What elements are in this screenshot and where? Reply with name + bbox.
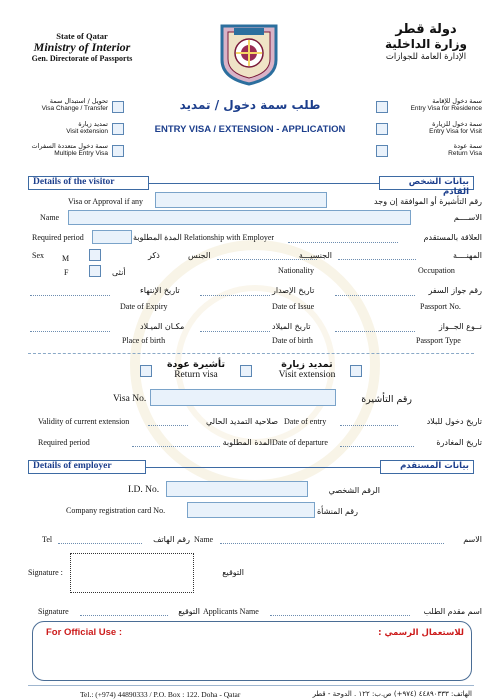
departure-field[interactable] — [340, 446, 414, 447]
header-state-en: State of Qatar — [56, 31, 108, 41]
visa-approval-label-ar: رقم التأشيرة أو الموافقة إن وجد — [374, 197, 482, 206]
tel-label-en: Tel — [42, 535, 53, 544]
pob-field[interactable] — [30, 331, 110, 332]
visa-type-right-2 — [392, 142, 482, 158]
form-title-en: ENTRY VISA / EXTENSION - APPLICATION — [154, 124, 346, 135]
checkbox-visit-ext-2[interactable] — [350, 365, 362, 377]
section-employer-en-text: Details of employer — [33, 461, 112, 471]
checkbox-female[interactable] — [89, 265, 101, 277]
checkbox-return-visa-ext[interactable] — [140, 365, 152, 377]
issue-field[interactable] — [200, 295, 270, 296]
checkbox-entry-residence[interactable] — [376, 101, 388, 113]
checkbox-male[interactable] — [89, 249, 101, 261]
visa-type-left-1-ar: تمديد زيارة — [78, 120, 108, 128]
emp-name-label-ar: الاسم — [463, 535, 482, 544]
visa-type-right-0-ar: سمة دخول للإقامة — [432, 97, 482, 105]
validity-label-ar: صلاحية التمديد الحالي — [206, 417, 278, 426]
occupation-label-en: Occupation — [418, 266, 455, 275]
visa-type-left-0 — [22, 97, 108, 113]
validity-field[interactable] — [148, 425, 188, 426]
visa-type-right-0-en: Entry Visa for Residence — [410, 105, 482, 112]
visit-extension-option — [268, 359, 346, 381]
id-label-en: I.D. No. — [128, 485, 160, 495]
sex-f-label: F — [64, 268, 69, 277]
visa-type-right-0 — [392, 97, 482, 113]
visa-type-right-1-en: Entry Visa for Visit — [429, 128, 482, 135]
sex-m-label: M — [62, 254, 70, 263]
passport-no-field[interactable] — [335, 295, 415, 296]
departure-label-ar: تاريخ المغادرة — [436, 438, 482, 447]
id-label-ar: الرقم الشخصي — [328, 486, 380, 495]
pob-label-ar: مكـان الميـلاد — [140, 322, 185, 331]
checkbox-visit-extension[interactable] — [112, 123, 124, 135]
visa-type-left-1-en: Visit extension — [66, 128, 108, 135]
section-employer-en — [28, 460, 146, 474]
checkbox-visit-ext[interactable] — [240, 365, 252, 377]
visa-type-right-2-en: Return Visa — [448, 150, 482, 157]
visa-type-left-2 — [22, 142, 108, 158]
name-label-ar: الاســــم — [453, 213, 482, 222]
tel-field[interactable] — [58, 543, 142, 544]
checkbox-visa-change[interactable] — [112, 101, 124, 113]
return-visa-option — [160, 359, 232, 381]
emp-signature-box[interactable] — [70, 553, 194, 593]
req-period-label-en: Required period — [38, 438, 90, 447]
visa-type-left-0-ar: تحويل / استبدال سمة — [49, 97, 108, 105]
validity-label-en: Validity of current extension — [38, 417, 130, 426]
expiry-label-en: Date of Expiry — [120, 302, 168, 311]
applicants-field[interactable] — [270, 615, 410, 616]
company-label-en: Company registration card No. — [66, 506, 166, 515]
passport-no-label-ar: رقم جواز السفر — [428, 286, 482, 295]
emp-signature-label-en: Signature : — [28, 568, 63, 577]
female-label-ar: أنثى — [112, 268, 126, 277]
visa-type-left-1 — [22, 120, 108, 136]
visit-extension-en: Visit extension — [278, 370, 336, 380]
visa-no-label-en: Visa No. — [113, 394, 147, 404]
tel-label-ar: رقم الهاتف — [153, 535, 190, 544]
form-title-ar: طلب سمة دخول / تمديد — [179, 98, 321, 112]
official-use-ar: للاستعمال الرسمي : — [378, 628, 464, 638]
official-use-en: For Official Use : — [46, 627, 123, 638]
passport-type-field[interactable] — [335, 331, 415, 332]
passport-type-label-en: Passport Type — [416, 336, 461, 345]
section-visitor-en-text: Details of the visitor — [33, 177, 115, 187]
expiry-field[interactable] — [30, 295, 110, 296]
name-label-en: Name — [40, 213, 60, 222]
return-visa-en: Return visa — [174, 370, 218, 380]
passport-no-label-en: Passport No. — [420, 302, 461, 311]
section-employer-ar-text: بيانات المستقدم — [400, 461, 469, 471]
nationality-label-ar: الجنسيـــة — [298, 251, 332, 260]
visa-approval-input[interactable] — [155, 192, 327, 208]
section-visitor-ar-text: بيانات الشخص القادم — [408, 177, 469, 197]
dob-field[interactable] — [200, 331, 270, 332]
entry-label-ar: تاريخ دخول للبلاد — [426, 417, 482, 426]
visa-type-left-2-en: Multiple Entry Visa — [54, 150, 108, 157]
dob-label-en: Date of birth — [272, 336, 313, 345]
visa-type-left-0-en: Visa Change / Transfer — [41, 105, 108, 112]
issue-label-ar: تاريخ الإصدار — [272, 286, 315, 295]
header-state-ar: دولة قطر — [395, 22, 457, 37]
occupation-label-ar: المهنــــة — [452, 251, 482, 260]
company-label-ar: رقم المنشأة — [316, 507, 358, 516]
visa-no-label-ar: رقم التأشيرة — [361, 394, 412, 405]
visit-extension-ar: تمديد زيارة — [281, 359, 333, 370]
signature-label-ar: التوقيع — [178, 607, 200, 616]
return-visa-ar: تأشيرة عودة — [166, 359, 226, 370]
section-employer-rule — [146, 467, 380, 468]
visa-type-right-1-ar: سمة دخول للزيارة — [432, 120, 482, 128]
applicants-label-ar: اسم مقدم الطلب — [423, 607, 482, 616]
male-label-ar: ذكر — [148, 251, 160, 260]
visa-type-right-2-ar: سمة عودة — [453, 142, 482, 150]
departure-label-en: Date of departure — [272, 438, 328, 447]
visa-type-left-2-ar: سمة دخول متعددة السفرات — [31, 142, 108, 150]
header-ministry-ar: وزارة الداخلية — [384, 37, 468, 51]
relationship-field[interactable] — [288, 242, 398, 243]
sex-label-ar: الجنس — [188, 251, 211, 260]
section-separator-1 — [28, 353, 474, 354]
section-employer-ar — [380, 460, 474, 474]
checkbox-entry-visit[interactable] — [376, 123, 388, 135]
applicants-label-en: Applicants Name — [203, 607, 259, 616]
dob-label-ar: تاريخ الميلاد — [272, 322, 311, 331]
signature-field[interactable] — [80, 615, 168, 616]
emp-signature-label-ar: التوقيع — [222, 568, 244, 577]
visa-approval-label-en: Visa or Approval if any — [68, 197, 144, 206]
signature-label-en: Signature — [38, 607, 69, 616]
sex-label-en: Sex — [32, 251, 44, 260]
header-english — [22, 31, 142, 63]
emp-name-field[interactable] — [220, 543, 444, 544]
required-period-input[interactable] — [92, 230, 132, 244]
passport-type-label-ar: نــوع الجــواز — [438, 322, 482, 331]
header-ministry-en: Ministry of Interior — [33, 40, 131, 54]
req-period-label-ar: المدة المطلوبة — [222, 438, 272, 447]
relationship-label: المدة المطلوبة Relationship with Employer — [133, 233, 275, 242]
header-directorate-ar: الإدارة العامة للجوازات — [385, 52, 467, 62]
expiry-label-ar: تاريخ الإنتهاء — [140, 286, 180, 295]
section-visitor-en — [28, 176, 149, 190]
section-visitor-rule — [149, 183, 379, 184]
id-input[interactable] — [166, 481, 308, 497]
issue-label-en: Date of Issue — [272, 302, 315, 311]
checkbox-return-visa[interactable] — [376, 145, 388, 157]
visa-no-input[interactable] — [150, 389, 336, 406]
req-period-field[interactable] — [132, 446, 220, 447]
footer-rule — [28, 685, 474, 686]
header-arabic — [370, 22, 482, 62]
visitor-name-input[interactable] — [68, 210, 411, 225]
occupation-field[interactable] — [338, 259, 416, 260]
nationality-label-en: Nationality — [278, 266, 314, 275]
emp-name-label-en: Name — [194, 535, 214, 544]
footer-en: Tel.: (+974) 44890333 / P.O. Box : 122. Doha - Qatar — [80, 690, 241, 699]
header-directorate-en: Gen. Directorate of Passports — [31, 54, 133, 63]
entry-field[interactable] — [340, 425, 398, 426]
section-visitor-ar — [379, 176, 474, 197]
entry-label-en: Date of entry — [284, 417, 327, 426]
pob-label-en: Place of birth — [122, 336, 166, 345]
emblem-logo — [214, 20, 284, 86]
required-period-label-en: Required period — [32, 233, 84, 242]
relationship-label-ar: العلاقة بالمستقدم — [423, 233, 482, 242]
footer-ar: الهاتف: ٤٤٨٩٠٣٣٣ (٩٧٤+) ص.ب: ١٢٢ . الدوحة - قطر — [312, 690, 472, 698]
checkbox-multiple-entry[interactable] — [112, 145, 124, 157]
visa-type-right-1 — [392, 120, 482, 136]
company-input[interactable] — [187, 502, 315, 518]
